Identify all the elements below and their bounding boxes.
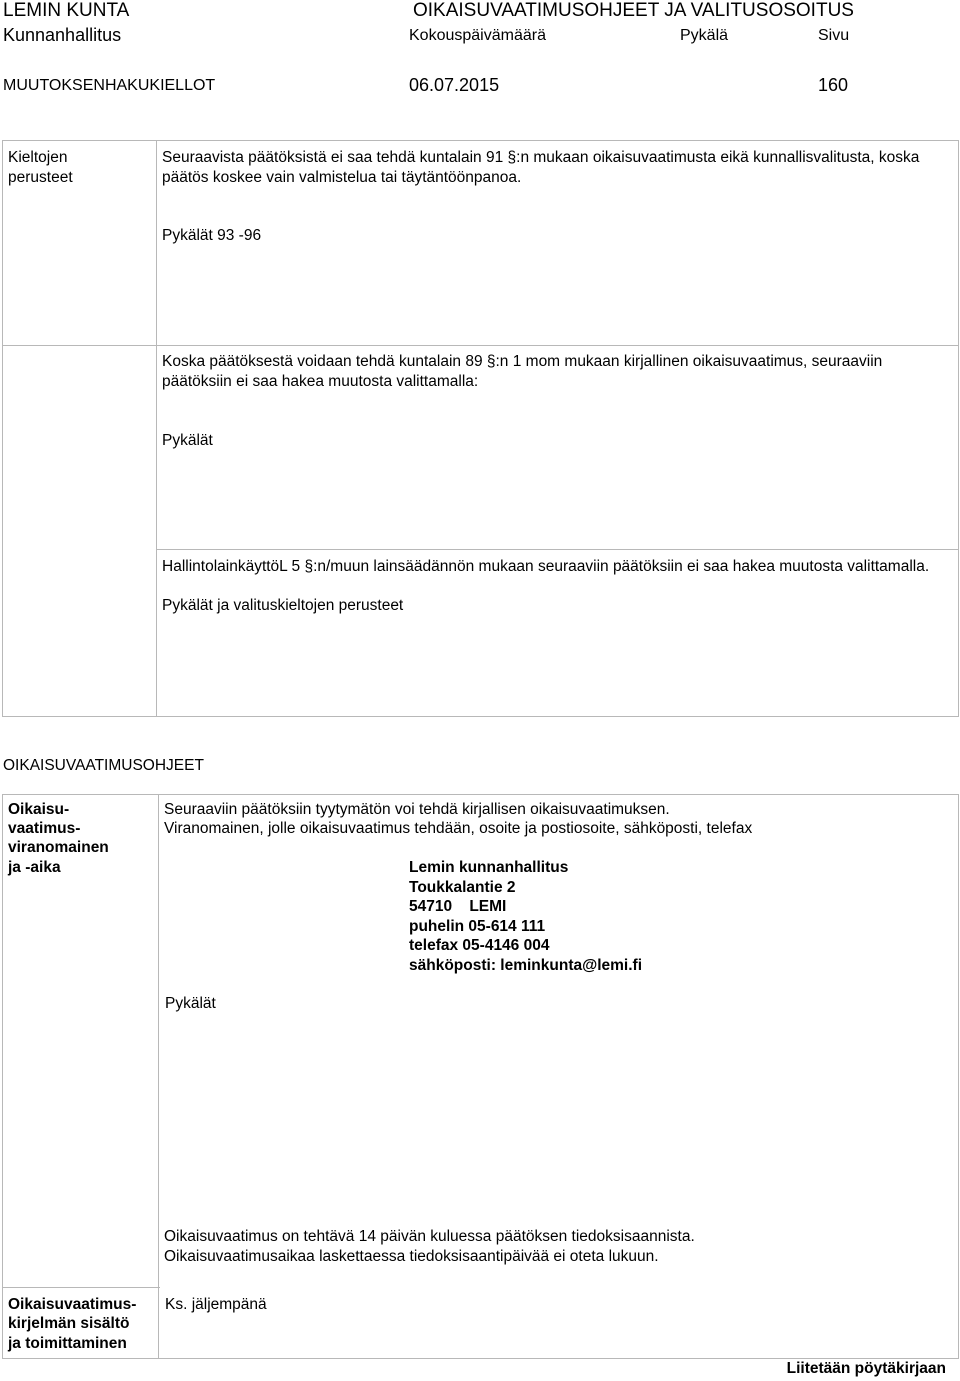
prohibitions-block3-sections: Pykälät ja valituskieltojen perusteet (162, 597, 404, 614)
page-number: 160 (818, 75, 849, 95)
prohibitions-label-line1: Kieltojen (8, 149, 68, 166)
prohibitions-block1-text: Seuraavista päätöksistä ei saa tehdä kuntalain 91 §:n mukaan oikaisuvaatimusta eikä kunnallisvalitusta, koska päätös koskee vain valmistelua tai täytäntöönpanoa. (162, 149, 920, 186)
authority-address (409, 858, 642, 975)
content-label-line2: kirjelmän sisältö (8, 1315, 130, 1332)
authority-phone: puhelin 05-614 111 (409, 917, 546, 935)
rectification-section-title: OIKAISUVAATIMUSOHJEET (3, 757, 204, 774)
prohibitions-divider-vertical (156, 140, 157, 717)
prohibitions-block1-sections: Pykälät 93 -96 (162, 227, 262, 244)
prohibitions-row-divider-1 (2, 345, 959, 346)
authority-email: sähköposti: leminkunta@lemi.fi (409, 956, 643, 974)
authority-postal: 54710 LEMI (409, 898, 507, 915)
prohibitions-row-divider-2 (156, 549, 959, 550)
prohibitions-block3-text: HallintolainkäyttöL 5 §:n/muun lainsäädännön mukaan seuraaviin päätöksiin ei saa hakea muutosta valittamalla. (162, 558, 930, 575)
page-header: Sivu (818, 27, 850, 44)
content-text: Ks. jäljempänä (165, 1296, 267, 1313)
rectification-deadline-line1: Oikaisuvaatimus on tehtävä 14 päivän kuluessa päätöksen tiedoksisaannista. (164, 1228, 695, 1245)
prohibitions-block2-sections: Pykälät (162, 432, 213, 449)
meeting-date-header: Kokouspäivämäärä (409, 27, 546, 44)
rectification-deadline-line2: Oikaisuvaatimusaikaa laskettaessa tiedoksisaantipäivää ei oteta lukuun. (164, 1248, 659, 1265)
content-label-line1: Oikaisuvaatimus- (8, 1296, 137, 1313)
prohibitions-label-line2: perusteet (8, 169, 73, 186)
attached-to-minutes: Liitetään pöytäkirjaan (786, 1360, 946, 1377)
rectification-sections: Pykälät (165, 995, 216, 1012)
rectification-label-line3: viranomainen (8, 839, 109, 856)
rectification-label-line1: Oikaisu- (8, 801, 70, 818)
content-label-line3: ja toimittaminen (8, 1335, 127, 1352)
prohibitions-block2-text: Koska päätöksestä voidaan tehdä kuntalain 89 §:n 1 mom mukaan kirjallinen oikaisuvaatimus, seuraaviin päätöksiin ei saa hakea muutosta valittamalla: (162, 353, 883, 390)
rectification-row-divider (2, 1287, 160, 1288)
prohibitions-table-border (2, 140, 959, 717)
meeting-date: 06.07.2015 (409, 75, 500, 95)
rectification-label-line2: vaatimus- (8, 820, 81, 837)
rectification-intro-line2: Viranomainen, jolle oikaisuvaatimus tehdään, osoite ja postiosoite, sähköposti, telefax (164, 820, 753, 837)
authority-name: Lemin kunnanhallitus (409, 859, 569, 876)
rectification-label-line4: ja -aika (8, 859, 61, 876)
restriction-title: MUUTOKSENHAKUKIELLOT (3, 77, 216, 94)
authority-fax: telefax 05-4146 004 (409, 937, 550, 954)
document-title: OIKAISUVAATIMUSOHJEET JA VALITUSOSOITUS (413, 0, 854, 21)
municipality-name: LEMIN KUNTA (3, 0, 130, 21)
rectification-intro-line1: Seuraaviin päätöksiin tyytymätön voi tehdä kirjallisen oikaisuvaatimuksen. (164, 801, 670, 818)
authority-street: Toukkalantie 2 (409, 878, 516, 896)
rectification-divider-vertical (158, 794, 159, 1359)
section-header: Pykälä (680, 27, 729, 44)
governing-body: Kunnanhallitus (3, 25, 122, 45)
